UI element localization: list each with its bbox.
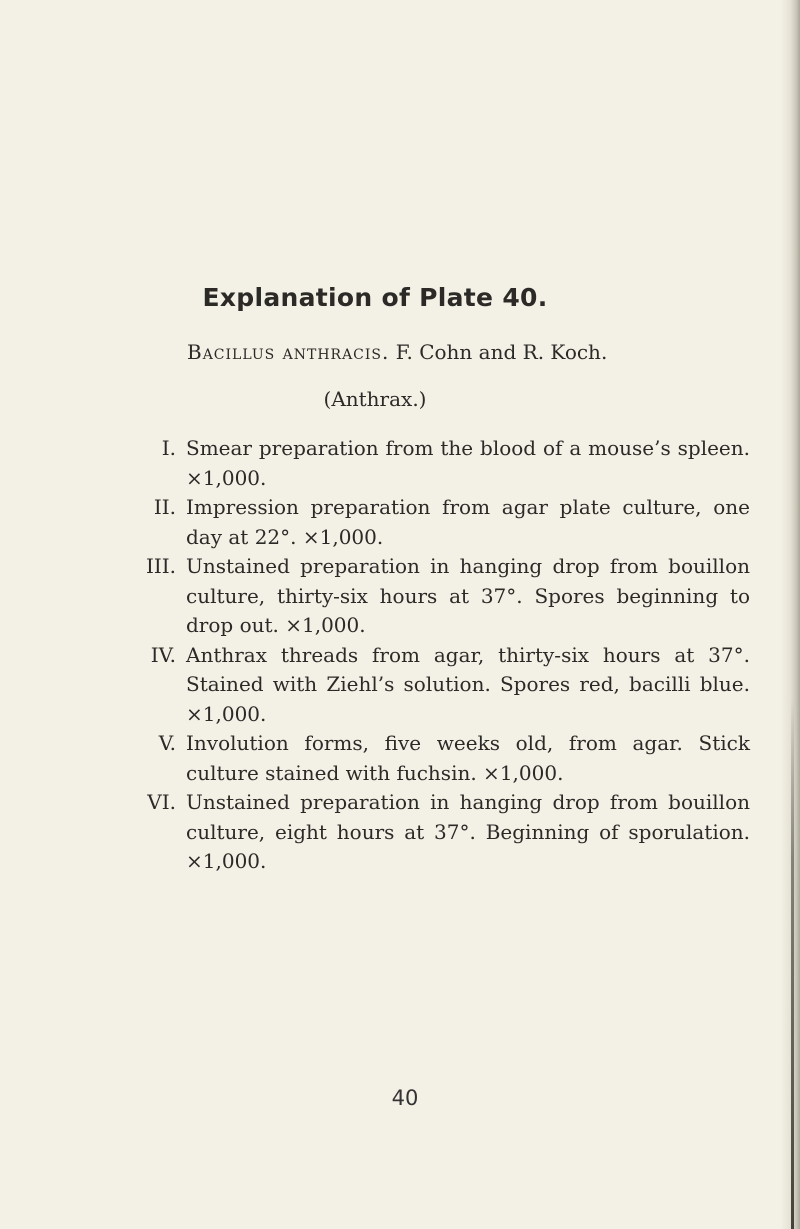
list-item — [132, 493, 750, 552]
figure-description: Unstained preparation in hanging drop from bouillon culture, eight hours at 37°. Beginning of sporulation. ×1,000. — [186, 790, 750, 873]
figure-description: Involution forms, five weeks old, from agar. Stick culture stained with fuchsin. ×1,000. — [186, 731, 750, 785]
list-item — [132, 729, 750, 788]
organism-name: Bacillus anthracis. — [187, 340, 390, 364]
figure-numeral: V. — [158, 731, 176, 755]
subject-line — [187, 340, 607, 364]
common-name: (Anthrax.) — [323, 387, 427, 411]
list-item — [132, 641, 750, 730]
figure-numeral: III. — [145, 554, 176, 578]
figure-numeral: I. — [161, 436, 176, 460]
authors: F. Cohn and R. Koch. — [395, 340, 608, 364]
binding-edge — [791, 700, 794, 1229]
list-item — [132, 788, 750, 877]
figure-numeral: VI. — [147, 790, 176, 814]
figure-numeral: IV. — [150, 642, 176, 667]
page-edge-shadow — [782, 0, 800, 1229]
list-item — [132, 552, 750, 641]
plate-title: Explanation of Plate 40. — [202, 283, 548, 312]
list-item — [132, 434, 750, 493]
page-number: 40 — [391, 1086, 419, 1110]
figure-numeral: II. — [153, 495, 176, 519]
figure-explanation-list — [132, 434, 750, 877]
figure-description: Unstained preparation in hanging drop from bouillon culture, thirty-six hours at 37°. Spores beginning to drop out. ×1,000. — [186, 554, 750, 637]
figure-description: Anthrax threads from agar, thirty-six hours at 37°. Stained with Ziehl’s solution. Spores red, bacilli blue. ×1,000. — [186, 642, 750, 726]
figure-description: Impression preparation from agar plate culture, one day at 22°. ×1,000. — [186, 495, 750, 549]
figure-description: Smear preparation from the blood of a mouse’s spleen. ×1,000. — [186, 436, 750, 490]
